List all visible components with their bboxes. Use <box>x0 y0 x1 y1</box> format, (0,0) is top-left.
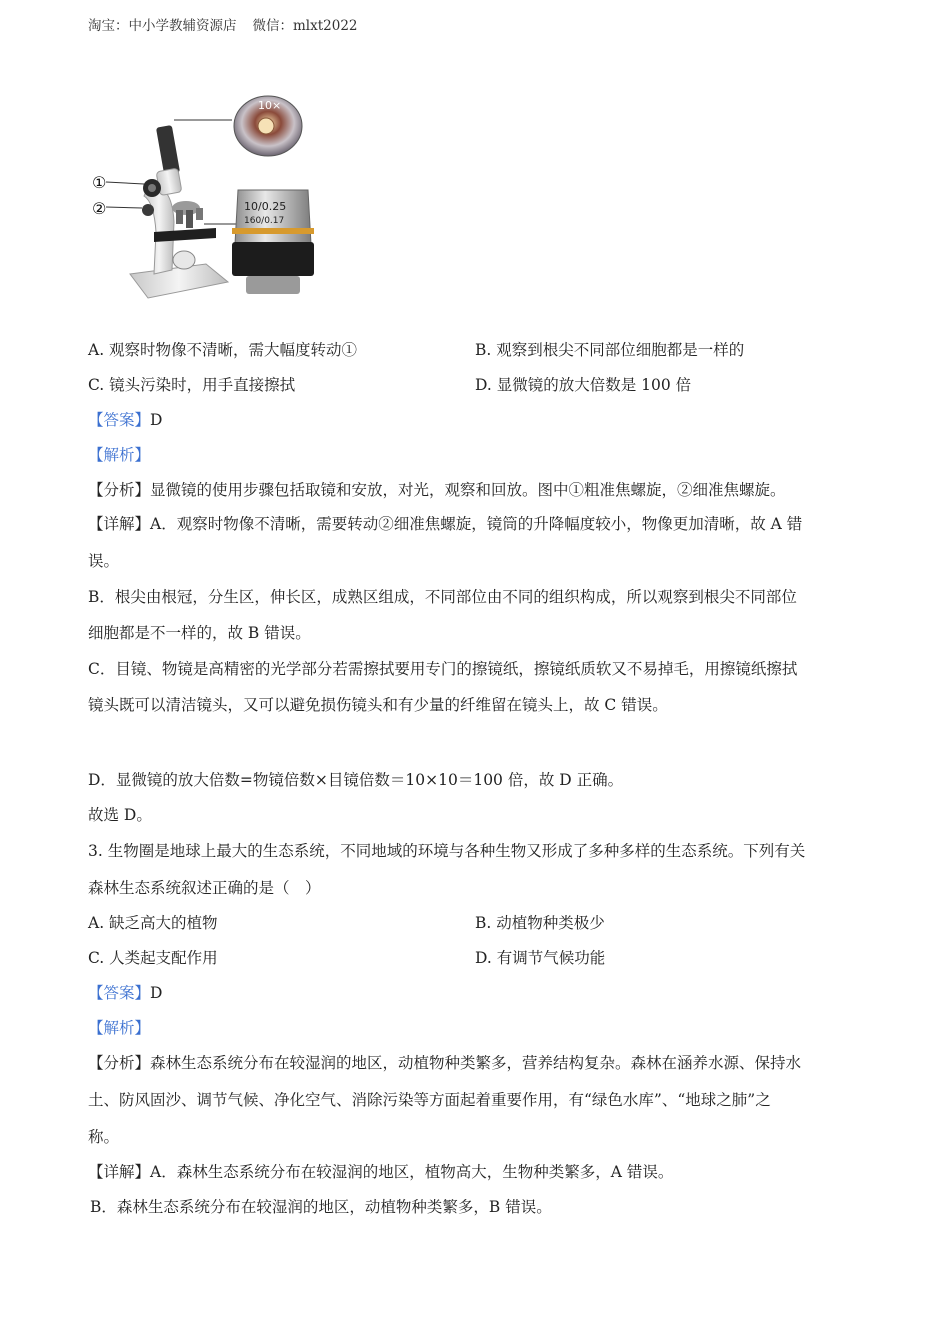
q2-c-line1: C．目镜、物镜是高精密的光学部分若需擦拭要用专门的擦镜纸，擦镜纸质软又不易掉毛，用擦镜纸擦拭 <box>88 660 798 678</box>
objective-spec2: 160/0.17 <box>244 216 285 226</box>
q2-conclusion: 故选 D。 <box>88 806 152 824</box>
answer-value: D <box>150 411 163 429</box>
q3-xiangjie-a <box>88 1163 673 1182</box>
fine-focus-knob <box>142 204 154 216</box>
q3-option-c: C. 人类起支配作用 <box>88 949 218 967</box>
q3-stem-line1: 3. 生物圈是地球上最大的生态系统，不同地域的环境与各种生物又形成了多种多样的生态系统。下列有关 <box>88 842 806 860</box>
answer-tag: 【答案】 <box>88 984 151 1002</box>
q2-option-d: D. 显微镜的放大倍数是 100 倍 <box>475 376 692 394</box>
q3-xiangjie-b: B．森林生态系统分布在较湿润的地区，动植物种类繁多，B 错误。 <box>90 1198 552 1216</box>
q2-b-line1: B．根尖由根冠，分生区，伸长区，成熟区组成，不同部位由不同的组织构成，所以观察到根尖不同部位 <box>88 588 797 606</box>
q3-fenxi-line1 <box>88 1054 801 1073</box>
q2-analysis-tag: 【解析】 <box>88 446 151 464</box>
label-coarse: ① <box>92 173 107 192</box>
q2-fenxi <box>88 481 786 500</box>
fenxi-text: 森林生态系统分布在较湿润的地区，动植物种类繁多，营养结构复杂。森林在涵养水源、保持水 <box>150 1054 802 1072</box>
q2-option-b: B. 观察到根尖不同部位细胞都是一样的 <box>475 341 745 359</box>
q2-option-c: C. 镜头污染时，用手直接擦拭 <box>88 376 296 394</box>
q2-xiangjie-a-cont: 误。 <box>88 552 120 570</box>
q3-option-b: B. 动植物种类极少 <box>475 914 605 932</box>
q2-c-line2: 镜头既可以清洁镜头，又可以避免损伤镜头和有少量的纤维留在镜头上，故 C 错误。 <box>88 696 668 714</box>
q3-analysis-tag: 【解析】 <box>88 1019 151 1037</box>
fenxi-tag: 【分析】 <box>88 481 151 499</box>
microscope-base <box>130 264 228 298</box>
q3-answer <box>88 984 162 1003</box>
q2-d-line: D．显微镜的放大倍数=物镜倍数×目镜倍数＝10×10＝100 倍，故 D 正确。 <box>88 771 624 789</box>
page-header <box>88 14 358 34</box>
answer-value: D <box>150 984 163 1002</box>
q3-fenxi-line3: 称。 <box>88 1128 120 1146</box>
xiangjie-a-text: A．森林生态系统分布在较湿润的地区，植物高大，生物种类繁多，A 错误。 <box>150 1163 674 1181</box>
q3-option-a: A. 缺乏高大的植物 <box>88 914 218 932</box>
label-fine: ② <box>92 199 107 218</box>
q2-b-line2: 细胞都是不一样的，故 B 错误。 <box>88 624 311 642</box>
objective-spec1: 10/0.25 <box>244 200 287 213</box>
microscope-figure <box>86 92 326 312</box>
xiangjie-tag: 【详解】 <box>88 1163 151 1181</box>
fenxi-tag: 【分析】 <box>88 1054 151 1072</box>
xiangjie-a-text: A．观察时物像不清晰，需要转动②细准焦螺旋，镜筒的升降幅度较小，物像更加清晰，故 A 错 <box>150 515 803 533</box>
eyepiece-label: 10× <box>258 99 282 112</box>
microscope-arm <box>144 186 174 274</box>
q2-xiangjie-a <box>88 515 802 534</box>
xiangjie-tag: 【详解】 <box>88 515 151 533</box>
q2-answer <box>88 411 162 430</box>
q3-option-d: D. 有调节气候功能 <box>475 949 606 967</box>
q3-stem-line2: 森林生态系统叙述正确的是（ ） <box>88 879 321 897</box>
mirror <box>173 251 195 269</box>
shop-name: 淘宝：中小学教辅资源店 <box>88 18 237 34</box>
microscope-tube <box>156 125 180 175</box>
fenxi-text: 显微镜的使用步骤包括取镜和安放，对光，观察和回放。图中①粗准焦螺旋，②细准焦螺旋。 <box>150 481 786 499</box>
q3-fenxi-line2: 土、防风固沙、调节气候、净化空气、消除污染等方面起着重要作用，有“绿色水库”、“地球之肺”之 <box>88 1091 771 1109</box>
q2-option-a: A. 观察时物像不清晰，需大幅度转动① <box>88 341 358 359</box>
wechat-id: 微信：mlxt2022 <box>252 18 358 34</box>
answer-tag: 【答案】 <box>88 411 151 429</box>
